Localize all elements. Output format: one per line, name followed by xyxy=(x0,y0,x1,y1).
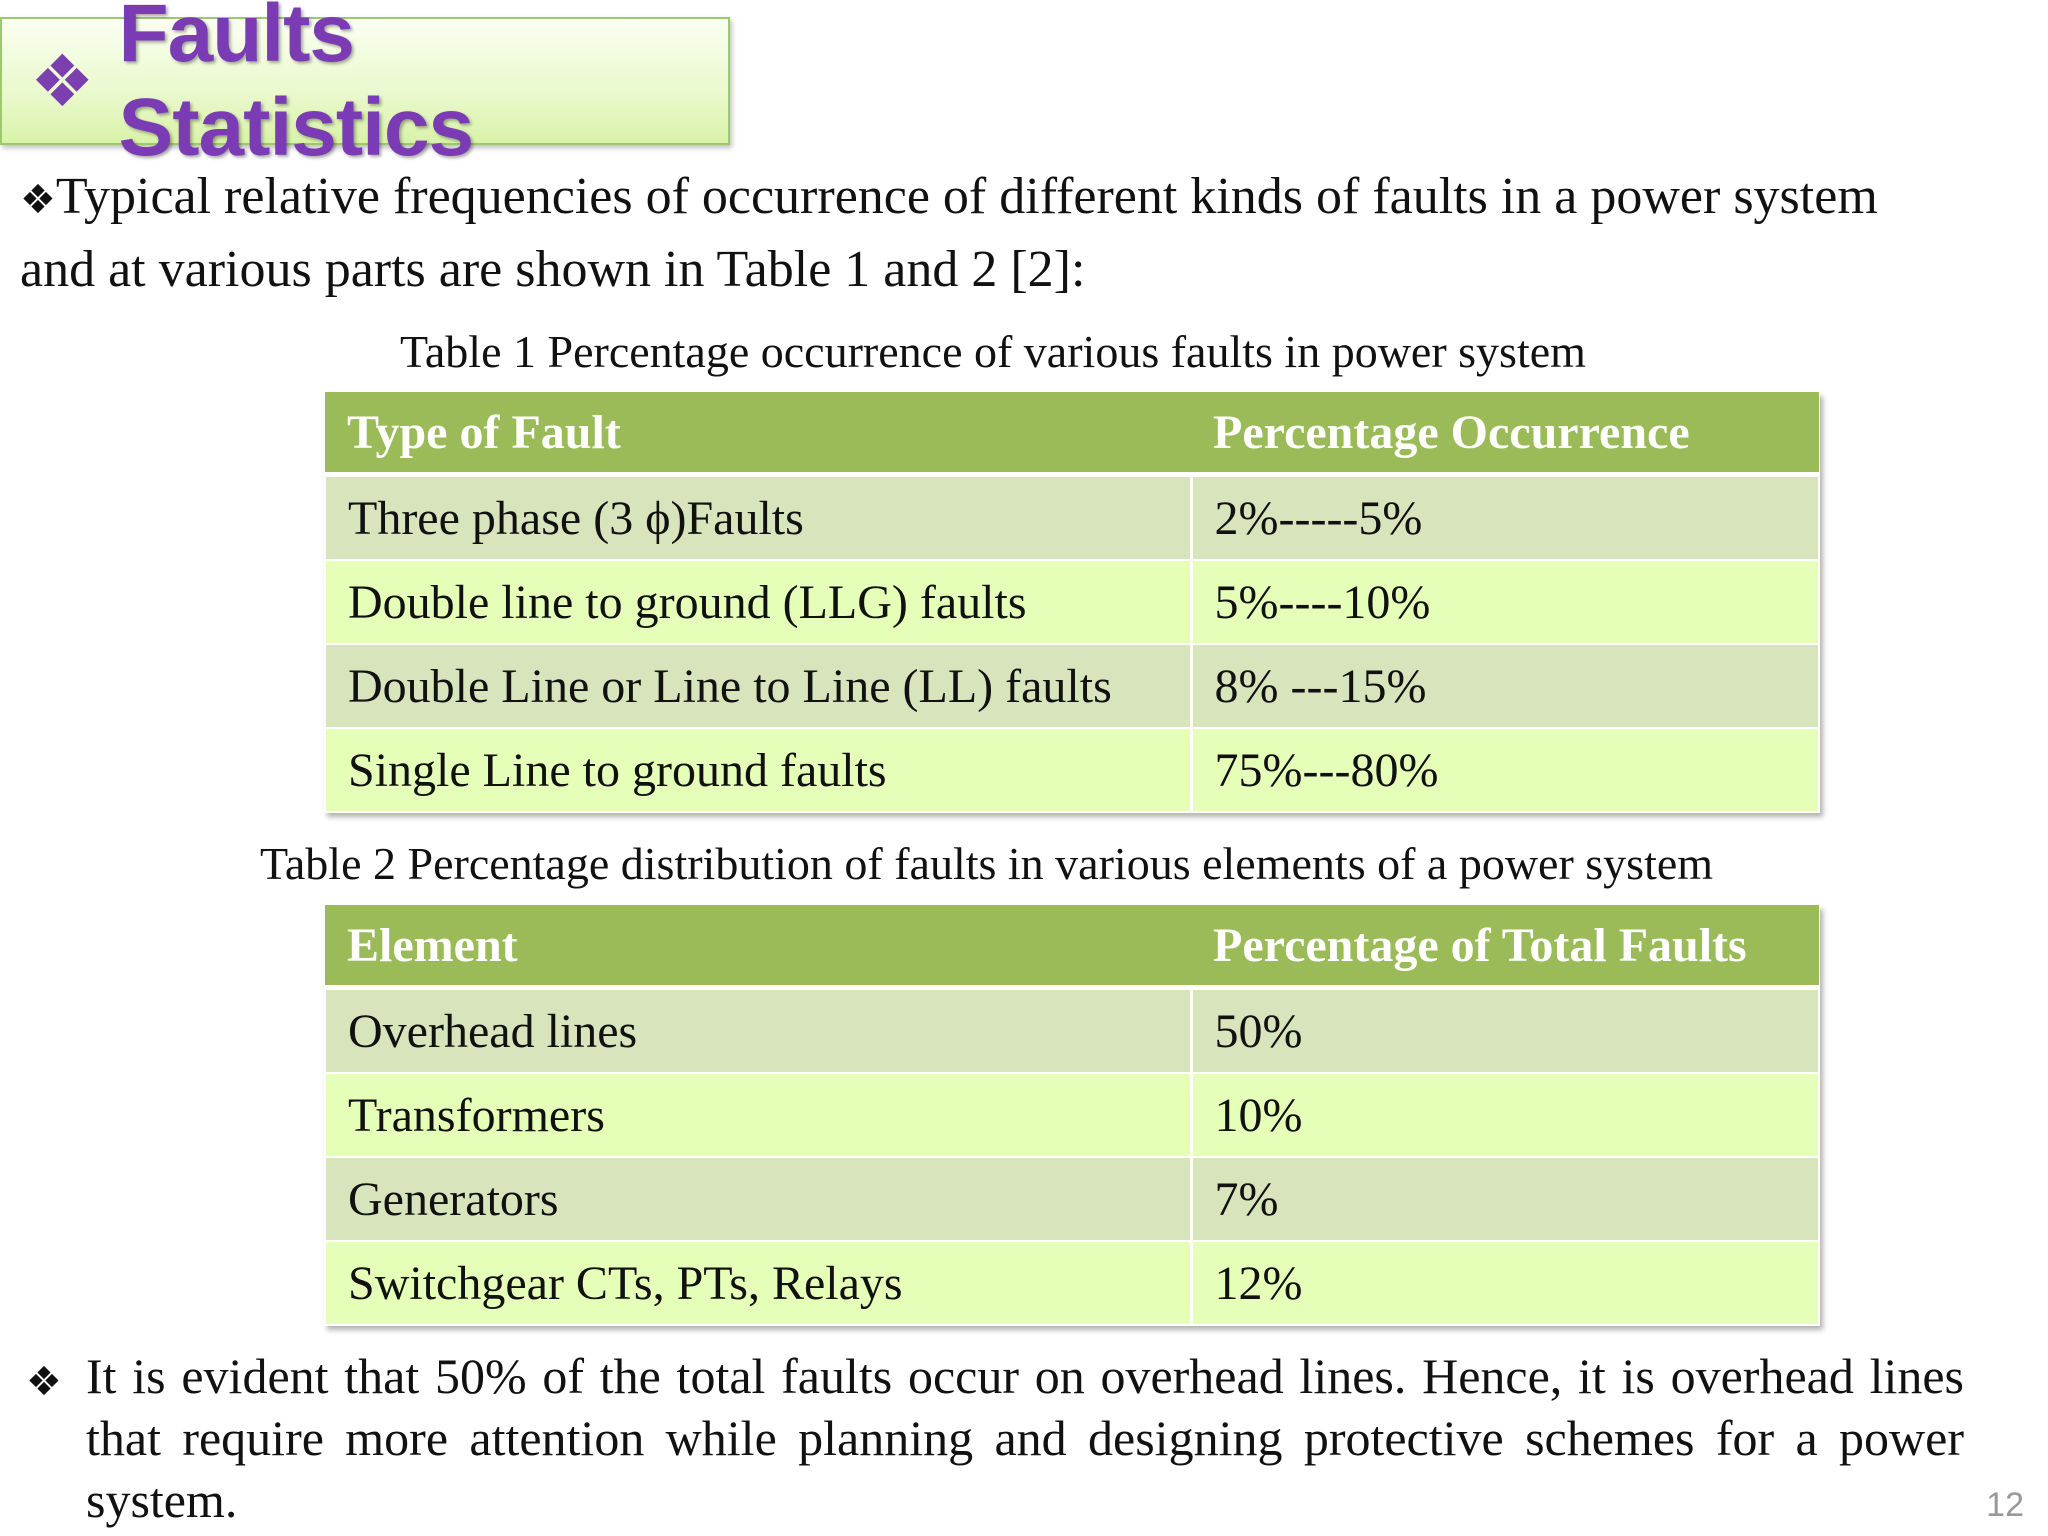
table-header-row xyxy=(325,905,1819,988)
table2 xyxy=(324,905,1820,1326)
table-header-cell: Type of Fault xyxy=(325,392,1191,475)
table-cell: 50% xyxy=(1191,988,1819,1074)
table-cell: Double Line or Line to Line (LL) faults xyxy=(325,644,1191,728)
table-row xyxy=(325,988,1819,1074)
page-number: 12 xyxy=(1986,1486,2024,1524)
table-row xyxy=(325,560,1819,644)
table-cell: Double line to ground (LLG) faults xyxy=(325,560,1191,644)
table-cell: 2%-----5% xyxy=(1191,475,1819,561)
table-cell: 12% xyxy=(1191,1241,1819,1325)
table-cell: 75%---80% xyxy=(1191,728,1819,812)
slide-title-box xyxy=(0,0,730,173)
table-cell: Overhead lines xyxy=(325,988,1191,1074)
table-cell: 8% ---15% xyxy=(1191,644,1819,728)
table-cell: 10% xyxy=(1191,1073,1819,1157)
slide-title: Faults Statistics xyxy=(118,0,474,173)
table-row xyxy=(325,1073,1819,1157)
table-cell: 5%----10% xyxy=(1191,560,1819,644)
bullet-icon: ❖ xyxy=(20,177,56,223)
table-row xyxy=(325,728,1819,812)
table-cell: Switchgear CTs, PTs, Relays xyxy=(325,1241,1191,1325)
table1-caption: Table 1 Percentage occurrence of various faults in power system xyxy=(400,326,1586,377)
table-cell: 7% xyxy=(1191,1157,1819,1241)
table-header-cell: Element xyxy=(325,905,1191,988)
table-row xyxy=(325,1241,1819,1325)
intro-text: Typical relative frequencies of occurrence of different kinds of faults in a power system and at various parts are shown in Table 1 and 2 [2]: xyxy=(20,168,1878,298)
table-cell: Transformers xyxy=(325,1073,1191,1157)
table-cell: Three phase (3 ϕ)Faults xyxy=(325,475,1191,561)
table-header-row xyxy=(325,392,1819,475)
diamond-flower-icon: ❖ xyxy=(30,39,95,123)
conclusion-text: It is evident that 50% of the total faults occur on overhead lines. Hence, it is overhead lines that require more attention while planning and designing protective schemes for a power system. xyxy=(86,1348,1964,1528)
table2-caption: Table 2 Percentage distribution of faults in various elements of a power system xyxy=(260,838,1714,889)
intro-paragraph xyxy=(20,162,1960,304)
table-cell: Single Line to ground faults xyxy=(325,728,1191,812)
table1 xyxy=(324,392,1820,813)
conclusion-paragraph xyxy=(20,1345,1964,1531)
table-row xyxy=(325,475,1819,561)
table-row xyxy=(325,1157,1819,1241)
table-cell: Generators xyxy=(325,1157,1191,1241)
table-header-cell: Percentage Occurrence xyxy=(1191,392,1819,475)
table-header-cell: Percentage of Total Faults xyxy=(1191,905,1819,988)
table-row xyxy=(325,644,1819,728)
bullet-icon: ❖ xyxy=(26,1359,62,1405)
